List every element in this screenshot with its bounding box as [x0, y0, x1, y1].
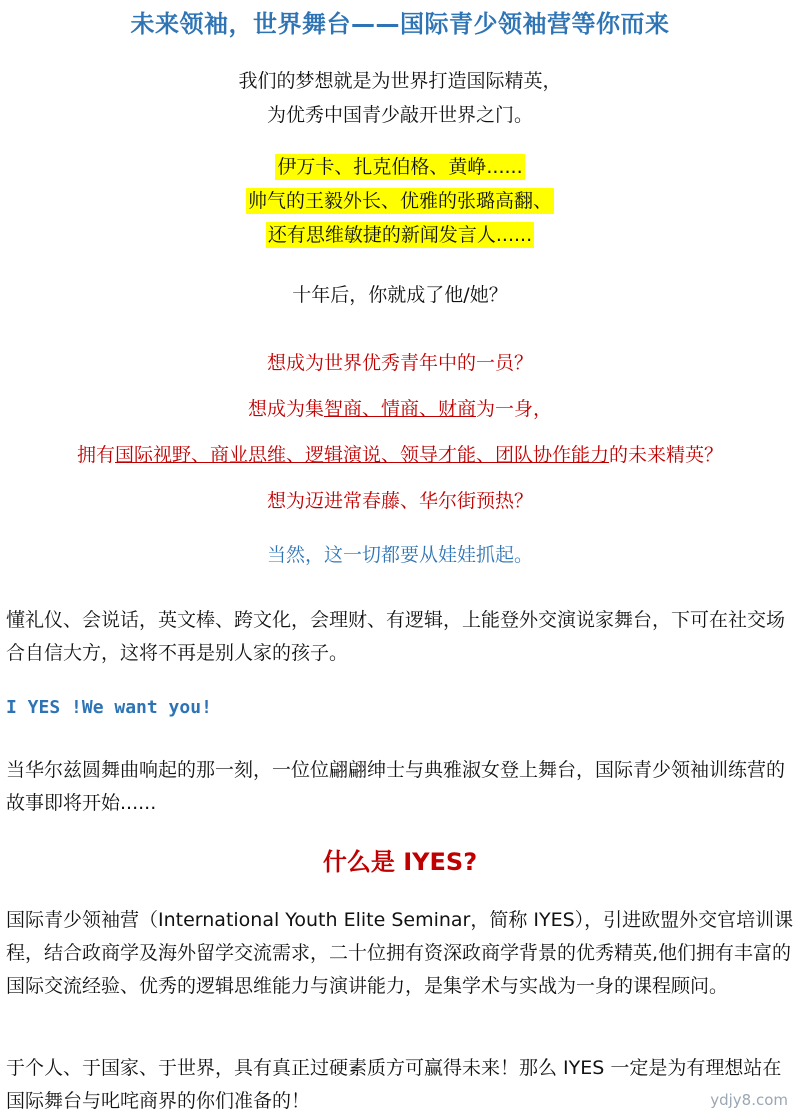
- intro-line: 为优秀中国青少敲开世界之门。: [266, 104, 533, 126]
- underlined-text: 国际视野、商业思维、逻辑演说、领导才能、团队协作能力: [114, 444, 609, 466]
- paragraph-etiquette: 懂礼仪、会说话，英文棒、跨文化，会理财、有逻辑，上能登外交演说家舞台，下可在社交场合自信大方，这将不再是别人家的孩子。: [6, 609, 786, 664]
- aspiration-line-1: 想成为世界优秀青年中的一员？: [266, 352, 533, 374]
- paragraph-closing: 于个人、于国家、于世界，具有真正过硬素质方可赢得未来！那么 IYES 一定是为有理想站在国际舞台与叱咤商界的你们准备的！: [6, 1057, 782, 1112]
- page-title: 未来领袖，世界舞台——国际青少领袖营等你而来: [130, 10, 670, 38]
- highlight-line: 伊万卡、扎克伯格、黄峥......: [277, 156, 523, 178]
- highlight-line: 帅气的王毅外长、优雅的张璐高翻、: [247, 190, 552, 212]
- underlined-text: 智商、情商、财商: [323, 398, 476, 420]
- aspiration-line-4: 想为迈进常春藤、华尔街预热？: [266, 490, 533, 512]
- highlight-block: [0, 150, 800, 252]
- iyes-slogan: I YES !We want you!: [6, 697, 212, 718]
- intro-block: [0, 64, 800, 132]
- aspiration-line-3: 拥有国际视野、商业思维、逻辑演说、领导才能、团队协作能力的未来精英？: [76, 444, 724, 466]
- intro-line: 我们的梦想就是为世界打造国际精英，: [238, 70, 562, 92]
- question-line: 十年后，你就成了他/她？: [292, 284, 508, 306]
- highlight-line: 还有思维敏捷的新闻发言人......: [267, 224, 533, 246]
- paragraph-waltz: 当华尔兹圆舞曲响起的那一刻，一位位翩翩绅士与典雅淑女登上舞台，国际青少领袖训练营的故事即将开始......: [6, 759, 786, 814]
- aspiration-block: [0, 340, 800, 524]
- section-title: 什么是 IYES?: [322, 848, 478, 876]
- blue-statement: 当然，这一切都要从娃娃抓起。: [266, 544, 533, 566]
- paragraph-iyes-intro: 国际青少领袖营（International Youth Elite Seminar，简称 IYES），引进欧盟外交官培训课程，结合政商学及海外留学交流需求，二十位拥有资深政商学背景的优秀精英,他们拥有丰富的国际交流经验、优秀的逻辑思维能力与演讲能力，是集学术与实战为一身的课程顾问。: [6, 909, 794, 997]
- watermark: ydjy8.com: [710, 1091, 788, 1109]
- aspiration-line-2: 想成为集智商、情商、财商为一身，: [247, 398, 553, 420]
